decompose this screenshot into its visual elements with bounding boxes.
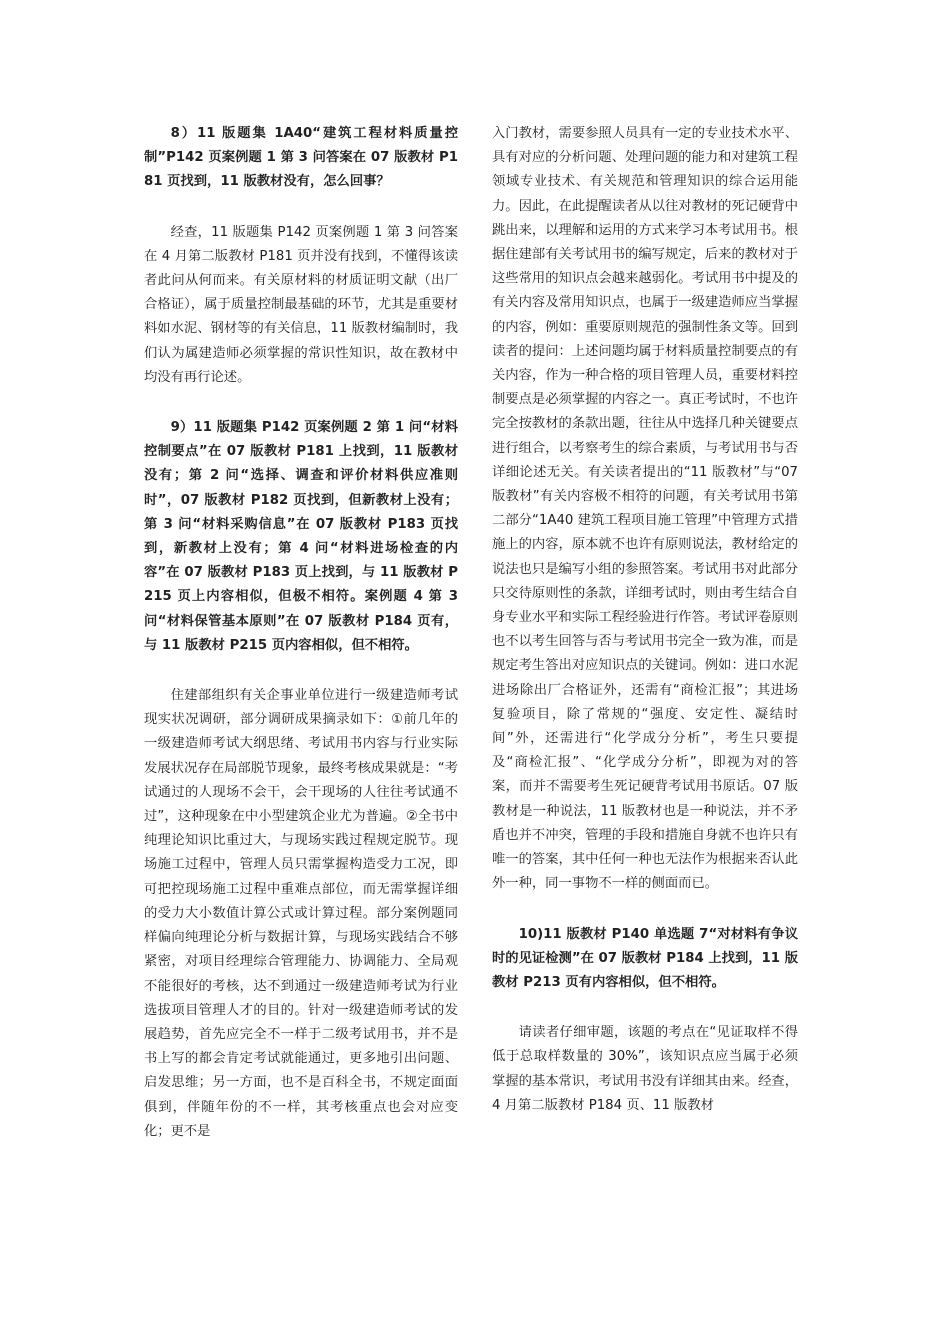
question-9-heading: 9）11 版题集 P142 页案例题 2 第 1 问“材料控制要点”在 07 版教材 P181 上找到，11 版教材没有；第 2 问“选择、调查和评价材料供应准则时”，07 版教材 P182 页找到，但新教材上没有；第 3 问“材料采购信息”在 07 版教材 P183 页找到，新教材上没有；第 4 问“材料进场检查的内容”在 07 版教材 P183 页上找到，与 11 版教材 P215 页上内容相似，但极不相符。案例题 4 第 3 问“材料保管基本原则”在 07 版教材 P184 页有，与 11 版教材 P215 页内容相似，但不相符。 — [144, 420, 458, 653]
right-column — [492, 122, 798, 1118]
question-9-answer: 住建部组织有关企事业单位进行一级建造师考试现实状况调研，部分调研成果摘录如下：①前几年的一级建造师考试大纲思绪、考试用书内容与行业实际发展状况存在局部脱节现象，最终考核成果就是：“考试通过的人现场不会干，会干现场的人往往考试通不过”，这种现象在中小型建筑企业尤为普遍。②全书中纯理论知识比重过大，与现场实践过程规定脱节。现场施工过程中，管理人员只需掌握构造受力工况，即可把控现场施工过程中重难点部位，而无需掌握详细的受力大小数值计算公式或计算过程。部分案例题同样偏向纯理论分析与数据计算，与现场实践结合不够紧密，对项目经理综合管理能力、协调能力、全局观不能很好的考核，达不到通过一级建造师考试为行业选拔项目管理人才的目的。针对一级建造师考试的发展趋势，首先应完全不一样于二级考试用书，并不是书上写的都会肯定考试就能通过，更多地引出问题、启发思维；另一方面，也不是百科全书，不规定面面俱到，伴随年份的不一样，其考核重点也会对应变化；更不是 — [144, 688, 458, 1139]
question-8-answer: 经查，11 版题集 P142 页案例题 1 第 3 问答案在 4 月第二版教材 P181 页并没有找到，不懂得该读者此问从何而来。有关原材料的材质证明文献（出厂合格证），属于质量控制最基础的环节，尤其是重要材料如水泥、钢材等的有关信息，11 版教材编制时，我们认为属建造师必须掌握的常识性知识，故在教材中均没有再行论述。 — [144, 224, 458, 385]
question-10-answer: 请读者仔细审题，该题的考点在“见证取样不得低于总取样数量的 30%”，该知识点应当属于必须掌握的基本常识，考试用书没有详细其由来。经查，4 月第二版教材 P184 页、11 版教材 — [492, 1025, 798, 1113]
question-10-heading: 10)11 版教材 P140 单选题 7“对材料有争议时的见证检测”在 07 版教材 P184 上找到，11 版教材 P213 页有内容相似，但不相符。 — [492, 926, 798, 990]
question-9-answer-continued: 入门教材，需要参照人员具有一定的专业技术水平、具有对应的分析问题、处理问题的能力和对建筑工程领域专业技术、有关规范和管理知识的综合运用能力。因此，在此提醒读者从以往对教材的死记硬背中跳出来，以理解和运用的方式来学习本考试用书。根据住建部有关考试用书的编写规定，后来的教材对于这些常用的知识点会越来越弱化。考试用书中提及的有关内容及常用知识点，也属于一级建造师应当掌握的内容，例如：重要原则规范的强制性条文等。回到读者的提问：上述问题均属于材料质量控制要点的有关内容，作为一种合格的项目管理人员，重要材料控制要点是必须掌握的内容之一。真正考试时，不也许完全按教材的条款出题，往往从中选择几种关键要点进行组合，以考察考生的综合素质，与考试用书与否详细论述无关。有关读者提出的“11 版教材”与“07 版教材”有关内容极不相符的问题，有关考试用书第二部分“1A40 建筑工程项目施工管理”中管理方式措施上的内容，原本就不也许有原则说法，教材给定的说法也只是编写小组的参照答案。考试用书对此部分只交待原则性的条款，详细考试时，则由考生结合自身专业水平和实际工程经验进行作答。考试评卷原则也不以考生回答与否与考试用书完全一致为准，而是规定考生答出对应知识点的关键词。例如：进口水泥进场除出厂合格证外，还需有“商检汇报”；其进场复验项目，除了常规的“强度、安定性、凝结时间”外，还需进行“化学成分分析”，考生只要提及“商检汇报”、“化学成分分析”，即视为对的答案，而并不需要考生死记硬背考试用书原话。07 版教材是一种说法，11 版教材也是一种说法，并不矛盾也并不冲突，管理的手段和措施自身就不也许只有唯一的答案，其中任何一种也无法作为根据来否认此外一种，同一事物不一样的侧面而已。 — [492, 126, 798, 892]
left-column — [144, 122, 458, 1144]
question-8-heading: 8）11 版题集 1A40“建筑工程材料质量控制”P142 页案例题 1 第 3 问答案在 07 版教材 P181 页找到，11 版教材没有，怎么回事？ — [144, 126, 458, 190]
